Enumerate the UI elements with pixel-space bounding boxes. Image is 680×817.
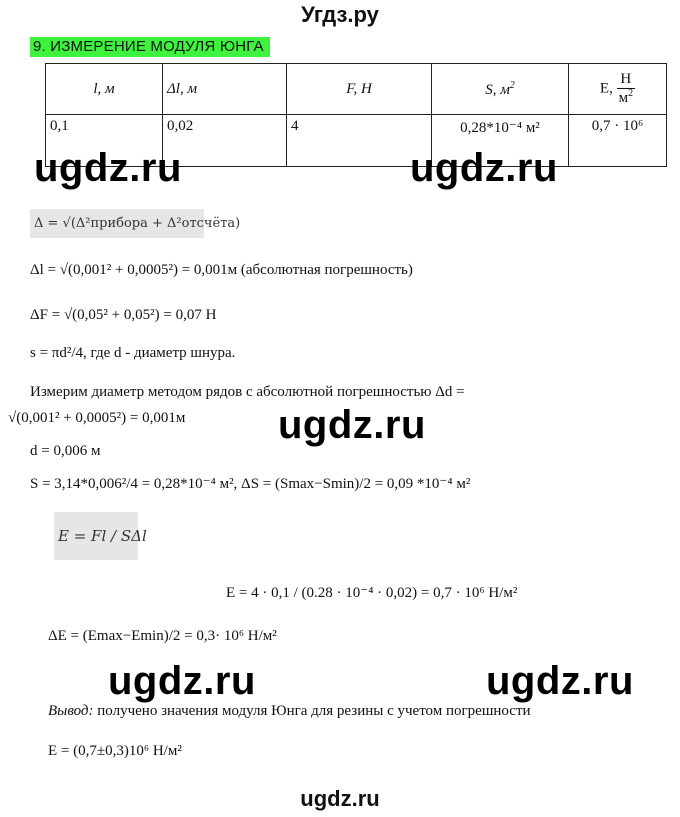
formula-e-image: E = Fl / SΔl [54,512,138,560]
section-title: 9. ИЗМЕРЕНИЕ МОДУЛЯ ЮНГА [30,37,270,57]
col-f: F, H [287,64,432,115]
e-value-line: E = 4 · 0,1 / (0.28 · 10⁻⁴ · 0,02) = 0,7 · 10⁶ Н/м² [226,585,518,601]
cell-s: 0,28*10⁻⁴ м² [432,115,569,167]
measure-line-2: √(0,001² + 0,0005²) = 0,001м [8,410,186,426]
d-value-line: d = 0,006 м [30,443,101,459]
s-formula-line: s = πd²/4, где d - диаметр шнура. [30,345,236,361]
final-result-line: E = (0,7±0,3)10⁶ Н/м² [48,743,182,759]
col-l: l, м [46,64,163,115]
cell-f: 4 [287,115,432,167]
col-e: E, $\frac{Н}{м^2}$ [569,64,667,115]
conclusion-label: Вывод: [48,703,94,719]
delta-f-line: ΔF = √(0,05² + 0,05²) = 0,07 Н [30,307,217,323]
site-header: Угдз.ру [301,2,379,27]
conclusion-text: получено значения модуля Юнга для резины с учетом погрешности [93,703,531,719]
table-header-row [46,64,667,115]
s-value-line: S = 3,14*0,006²/4 = 0,28*10⁻⁴ м², ΔS = (Smax−Smin)/2 = 0,09 *10⁻⁴ м² [30,476,471,492]
delta-l-line: Δl = √(0,001² + 0,0005²) = 0,001м (абсолютная погрешность) [30,262,413,278]
cell-l: 0,1 [46,115,163,167]
watermark: ugdz.ru [278,403,426,447]
site-footer: ugdz.ru [300,786,380,811]
col-s: S, $м^2$ [432,64,569,115]
watermark: ugdz.ru [410,146,558,190]
col-dl: Δl, м [163,64,287,115]
watermark: ugdz.ru [486,659,634,703]
formula-delta-image: Δ = √(Δ²прибора + Δ²отсчёта) [30,209,204,238]
conclusion-line [48,703,531,720]
cell-e: 0,7 · 10⁶ [569,115,667,167]
watermark: ugdz.ru [34,146,182,190]
watermark: ugdz.ru [108,659,256,703]
delta-e-line: ΔE = (Emax−Emin)/2 = 0,3· 10⁶ Н/м² [48,628,277,644]
cell-dl: 0,02 [163,115,287,167]
measure-line: Измерим диаметр методом рядов с абсолютной погрешностью Δd = [30,384,465,400]
